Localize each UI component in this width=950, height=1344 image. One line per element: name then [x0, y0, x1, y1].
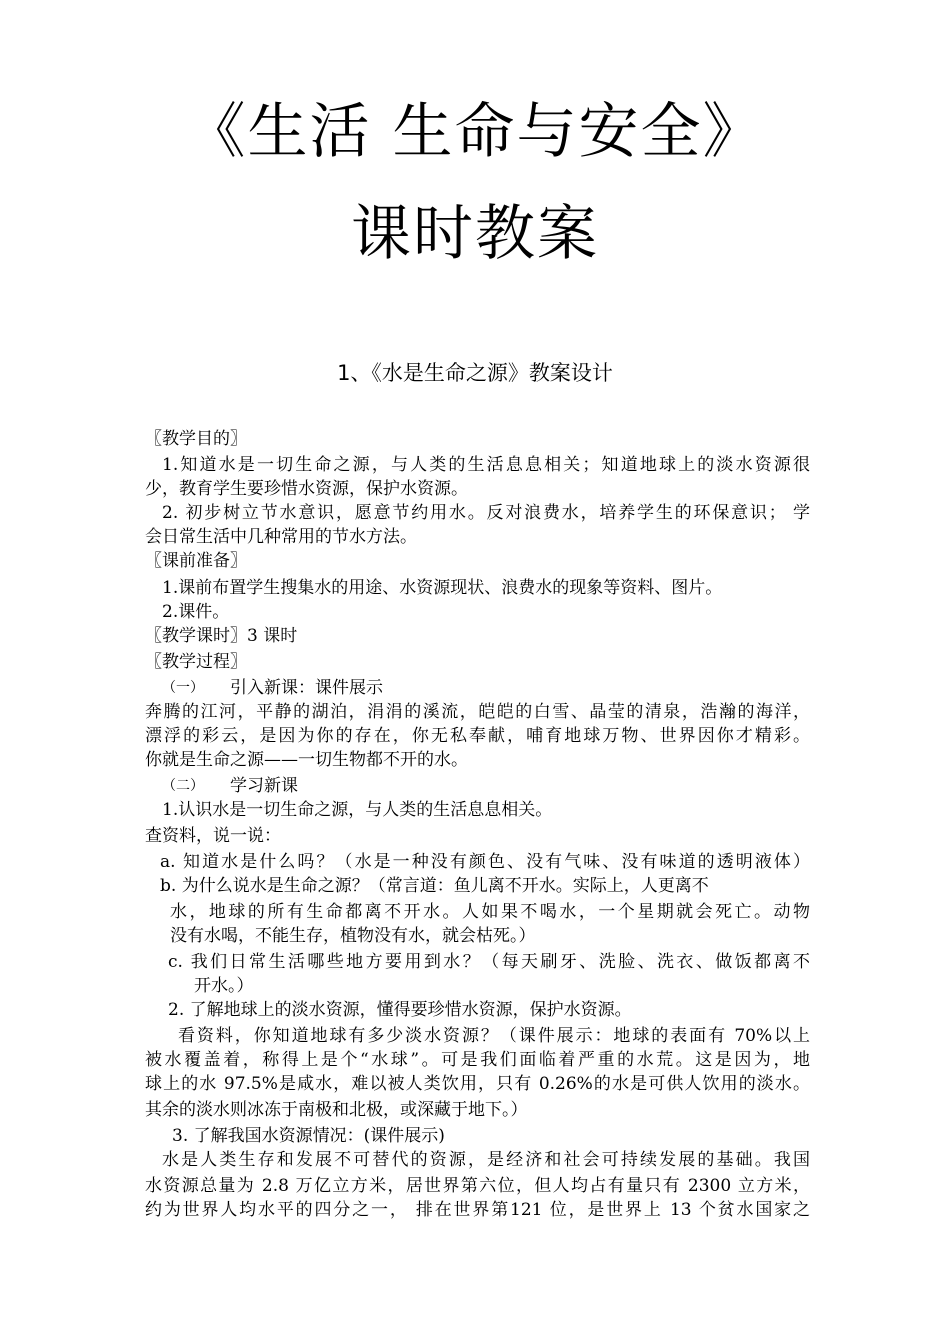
paragraph-line: 1.知道水是一切生命之源，与人类的生活息息相关；知道地球上的淡水资源很: [162, 455, 810, 475]
section-heading-preparation: 〖课前准备〗: [145, 551, 247, 571]
document-subtitle: 课时教案: [351, 199, 599, 269]
paragraph-line: 1.认识水是一切生命之源，与人类的生活息息相关。: [162, 800, 553, 820]
paragraph-line: 漂浮的彩云，是因为你的存在，你无私奉献，哺育地球万物、世界因你才精彩。: [145, 726, 810, 746]
paragraph-line: 看资料，你知道地球有多少淡水资源？（课件展示：地球的表面有 70%以上: [178, 1026, 810, 1046]
paragraph-line: 2.课件。: [162, 602, 230, 622]
question-line: c. 我们日常生活哪些地方要用到水？（每天刷牙、洗脸、洗衣、做饭都离不: [168, 952, 810, 972]
paragraph-line: 没有水喝，不能生存，植物没有水，就会枯死。）: [170, 926, 536, 946]
paragraph-line: 3. 了解我国水资源情况：(课件展示): [172, 1126, 445, 1146]
paragraph-line: 1.课前布置学生搜集水的用途、水资源现状、浪费水的现象等资料、图片。: [162, 578, 723, 598]
step-number: （二）: [162, 778, 204, 794]
section-heading-process: 〖教学过程〗: [145, 652, 247, 672]
section-heading-objectives: 〖教学目的〗: [145, 429, 247, 449]
paragraph-line: 查资料，说一说：: [145, 826, 281, 846]
paragraph-line: 2. 了解地球上的淡水资源，懂得要珍惜水资源，保护水资源。: [168, 1000, 632, 1020]
step-heading: 学习新课: [230, 776, 298, 796]
question-line: a. 知道水是什么吗？（水是一种没有颜色、没有气味、没有味道的透明液体）: [160, 852, 810, 872]
lesson-title: 1、《水是生命之源》教案设计: [337, 361, 613, 385]
paragraph-line: 其余的淡水则冰冻于南极和北极，或深藏于地下。）: [145, 1100, 528, 1120]
paragraph-line: 开水。）: [194, 976, 254, 996]
paragraph-line: 水，地球的所有生命都离不开水。人如果不喝水，一个星期就会死亡。动物: [170, 902, 810, 922]
document-title: 《生活 生命与安全》: [185, 97, 765, 167]
paragraph-line: 奔腾的江河，平静的湖泊，涓涓的溪流，皑皑的白雪、晶莹的清泉，浩瀚的海洋，: [145, 702, 810, 722]
section-heading-periods: 〖教学课时〗3 课时: [145, 626, 298, 646]
paragraph-line: 被水覆盖着，称得上是个“水球”。可是我们面临着严重的水荒。这是因为，地: [145, 1050, 810, 1070]
paragraph-line: 水资源总量为 2.8 万亿立方米，居世界第六位，但人均占有量只有 2300 立方米，: [145, 1176, 810, 1196]
paragraph-line: 少，教育学生要珍惜水资源，保护水资源。: [145, 479, 468, 499]
question-line: b. 为什么说水是生命之源？（常言道：鱼儿离不开水。实际上，人更离不: [160, 876, 709, 896]
paragraph-line: 会日常生活中几种常用的节水方法。: [145, 527, 417, 547]
step-number: （一）: [162, 680, 204, 696]
paragraph-line: 2. 初步树立节水意识，愿意节约用水。反对浪费水，培养学生的环保意识； 学: [162, 503, 810, 523]
step-heading: 引入新课：课件展示: [230, 678, 383, 698]
paragraph-line: 约为世界人均水平的四分之一， 排在世界第121 位，是世界上 13 个贫水国家之: [145, 1200, 810, 1220]
paragraph-line: 球上的水 97.5%是咸水，难以被人类饮用，只有 0.26%的水是可供人饮用的淡水。: [145, 1074, 810, 1094]
paragraph-line: 你就是生命之源——一切生物都不开的水。: [145, 750, 468, 770]
paragraph-line: 水是人类生存和发展不可替代的资源，是经济和社会可持续发展的基础。我国: [162, 1150, 810, 1170]
